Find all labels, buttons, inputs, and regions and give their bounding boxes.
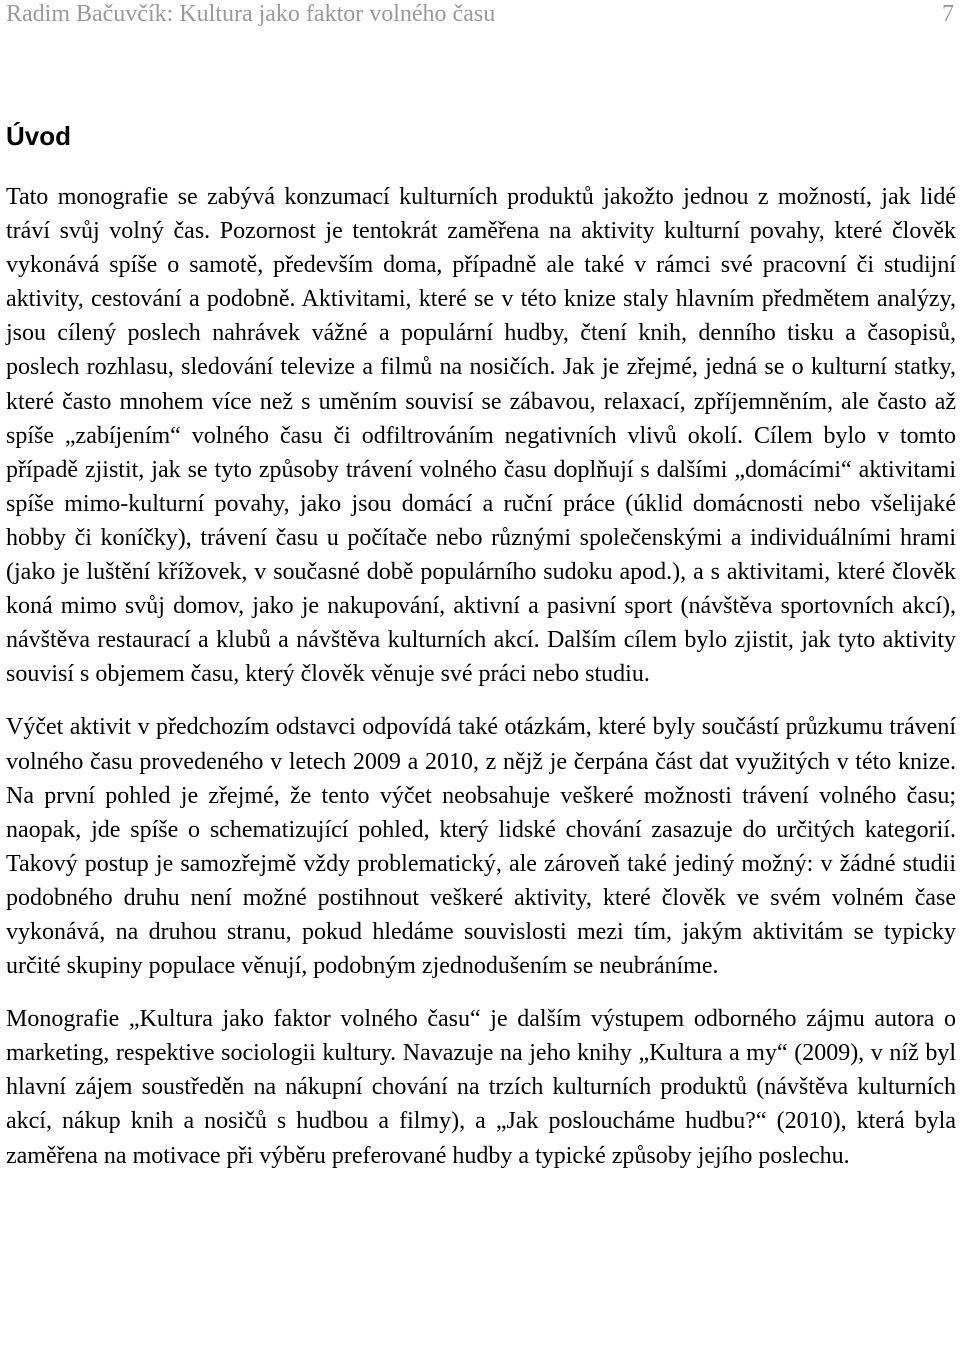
paragraph-intro: Tato monografie se zabývá konzumací kulturních produktů jakožto jednou z možností, jak lidé tráví svůj volný čas. Pozornost je tentokrát zaměřena na aktivity kulturní povahy, které člověk vykonává spíše o samotě, především doma, případně ale také v rámci své pracovní či studijní aktivity, cestování a podobně. Aktivitami, které se v této knize staly hlavním předmětem analýzy, jsou cílený poslech nahrávek vážné a populární hudby, čtení knih, denního tisku a časopisů, poslech rozhlasu, sledování televize a filmů na nosičích. Jak je zřejmé, jedná se o kulturní statky, které často mnohem více než s uměním souvisí se zábavou, relaxací, zpříjemněním, ale často až spíše „zabíjením“ volného času či odfiltrováním negativních vlivů okolí. Cílem bylo v tomto případě zjistit, jak se tyto způsoby trávení volného času doplňují s dalšími „domácími“ aktivitami spíše mimo-kulturní povahy, jako jsou domácí a ruční práce (úklid domácnosti nebo všelijaké hobby či koníčky), trávení času u počítače nebo různými společenskými a individuálními hrami (jako je luštění křížovek, v současné době populárního sudoku apod.), a s aktivitami, které člověk koná mimo svůj domov, jako je nakupování, aktivní a pasivní sport (návštěva sportovních akcí), návštěva restaurací a klubů a návštěva kulturních akcí. Dalším cílem bylo zjistit, jak tyto aktivity souvisí s objemem času, který člověk věnuje své práci nebo studiu. (6, 184, 956, 688)
paragraph-monograph: Monografie „Kultura jako faktor volného času“ je dalším výstupem odborného zájmu autora o marketing, respektive sociologii kultury. Navazuje na jeho knihy „Kultura a my“ (2009), v níž byl hlavní zájem soustředěn na nákupní chování na trzích kulturních produktů (návštěva kulturních akcí, nákup knih a nosičů s hudbou a filmy), a „Jak posloucháme hudbu?“ (2010), která byla zaměřena na motivace při výběru preferované hudby a typické způsoby jejího poslechu. (6, 1006, 956, 1169)
paragraph-activities: Výčet aktivit v předchozím odstavci odpovídá také otázkám, které byly součástí průzkumu trávení volného času provedeného v letech 2009 a 2010, z nějž je čerpána část dat využitých v této knize. Na první pohled je zřejmé, že tento výčet neobsahuje veškeré možnosti trávení volného času; naopak, jde spíše o schematizující pohled, který lidské chování zasazuje do určitých kategorií. Takový postup je samozřejmě vždy problematický, ale zároveň také jediný možný: v žádné studii podobného druhu není možné postihnout veškeré aktivity, které člověk ve svém volném čase vykonává, na druhou stranu, pokud hledáme souvislosti mezi tím, jakým aktivitám se typicky určité skupiny populace věnují, podobným zjednodušením se neubráníme. (6, 714, 956, 980)
page-number: 7 (942, 1, 954, 27)
header-title: Radim Bačuvčík: Kultura jako faktor volného času (6, 1, 496, 27)
running-header (6, 0, 954, 32)
body-text (6, 180, 956, 1192)
section-heading: Úvod (6, 121, 71, 151)
